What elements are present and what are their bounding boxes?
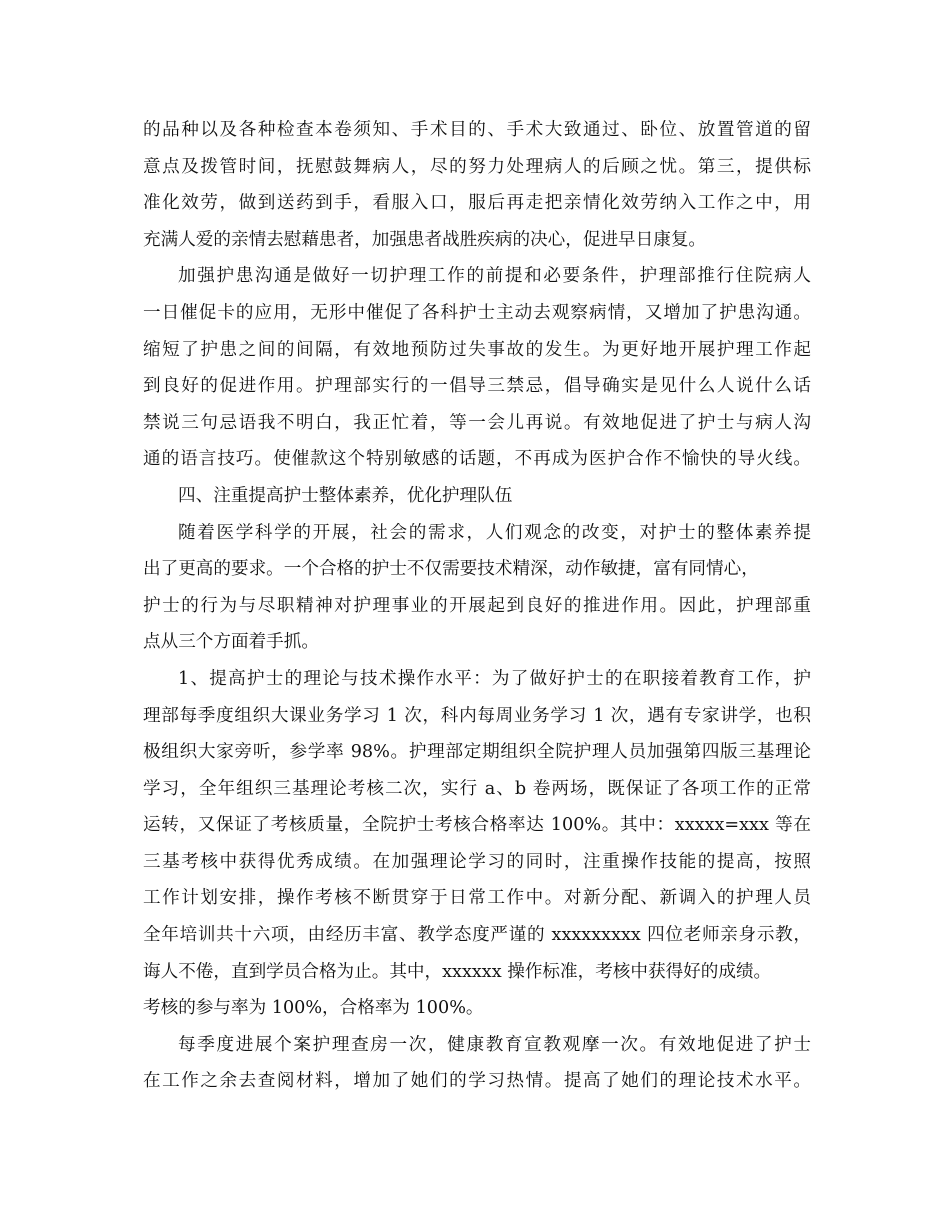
section-heading: 四、注重提高护士整体素养，优化护理队伍: [178, 485, 513, 506]
text-line-15: 点从三个方面着手抓。: [143, 632, 319, 653]
text-line-1: 的品种以及各种检查本卷须知、手术目的、手术大致通过、卧位、放置管道的留: [143, 120, 811, 140]
text-line-10: 通的语言技巧。使催款这个特别敏感的话题，不再成为医护合作不愉快的导火线。: [143, 449, 811, 470]
document-body: [143, 112, 811, 1100]
text-line-6: 一日催促卡的应用，无形中催促了各科护士主动去观察病情，又增加了护患沟通。: [143, 302, 811, 323]
text-line-19: 学习，全年组织三基理论考核二次，实行 a、b 卷两场，既保证了各项工作的正常: [143, 778, 811, 799]
text-line-24: 诲人不倦，直到学员合格为止。其中，xxxxxx 操作标准，考核中获得好的成绩。: [143, 961, 772, 982]
text-line-18: 极组织大家旁听，参学率 98%。护理部定期组织全院护理人员加强第四版三基理论: [143, 742, 811, 763]
text-line-23: 全年培训共十六项，由经历丰富、教学态度严谨的 xxxxxxxxx 四位老师亲身示教，: [143, 925, 811, 946]
text-line-3: 准化效劳，做到送药到手，看服入口，服后再走把亲情化效劳纳入工作之中，用: [143, 193, 811, 214]
text-line-9: 禁说三句忌语我不明白，我正忙着，等一会儿再说。有效地促进了护士与病人沟: [143, 412, 811, 433]
text-line-26: 每季度进展个案护理查房一次，健康教育宣教观摩一次。有效地促进了护士: [178, 1034, 811, 1055]
text-line-7: 缩短了护患之间的间隔，有效地预防过失事故的发生。为更好地开展护理工作起: [143, 339, 811, 360]
text-line-4: 充满人爱的亲情去慰藉患者，加强患者战胜疾病的决心，促进早日康复。: [143, 229, 707, 250]
text-line-5: 加强护患沟通是做好一切护理工作的前提和必要条件，护理部推行住院病人: [178, 266, 811, 287]
text-line-13: 出了更高的要求。一个合格的护士不仅需要技术精深，动作敏捷，富有同情心，: [143, 559, 759, 580]
text-line-21: 三基考核中获得优秀成绩。在加强理论学习的同时，注重操作技能的提高，按照: [143, 851, 811, 872]
text-line-16: 1、提高护士的理论与技术操作水平：为了做好护士的在职接着教育工作，护: [178, 668, 811, 689]
text-line-25: 考核的参与率为 100%，合格率为 100%。: [143, 998, 484, 1019]
text-line-12: 随着医学科学的开展，社会的需求，人们观念的改变，对护士的整体素养提: [178, 522, 811, 543]
text-line-17: 理部每季度组织大课业务学习 1 次，科内每周业务学习 1 次，遇有专家讲学，也积: [143, 705, 811, 726]
text-line-14: 护士的行为与尽职精神对护理事业的开展起到良好的推进作用。因此，护理部重: [143, 595, 811, 616]
text-line-22: 工作计划安排，操作考核不断贯穿于日常工作中。对新分配、新调入的护理人员: [143, 888, 811, 909]
text-line-8: 到良好的促进作用。护理部实行的一倡导三禁忌，倡导确实是见什么人说什么话: [143, 376, 811, 397]
text-line-2: 意点及拨管时间，抚慰鼓舞病人，尽的努力处理病人的后顾之忧。第三，提供标: [143, 156, 811, 177]
text-line-20: 运转，又保证了考核质量，全院护士考核合格率达 100%。其中：xxxxx=xxx 等在: [143, 815, 811, 836]
text-line-27: 在工作之余去查阅材料，增加了她们的学习热情。提高了她们的理论技术水平。: [143, 1071, 811, 1092]
